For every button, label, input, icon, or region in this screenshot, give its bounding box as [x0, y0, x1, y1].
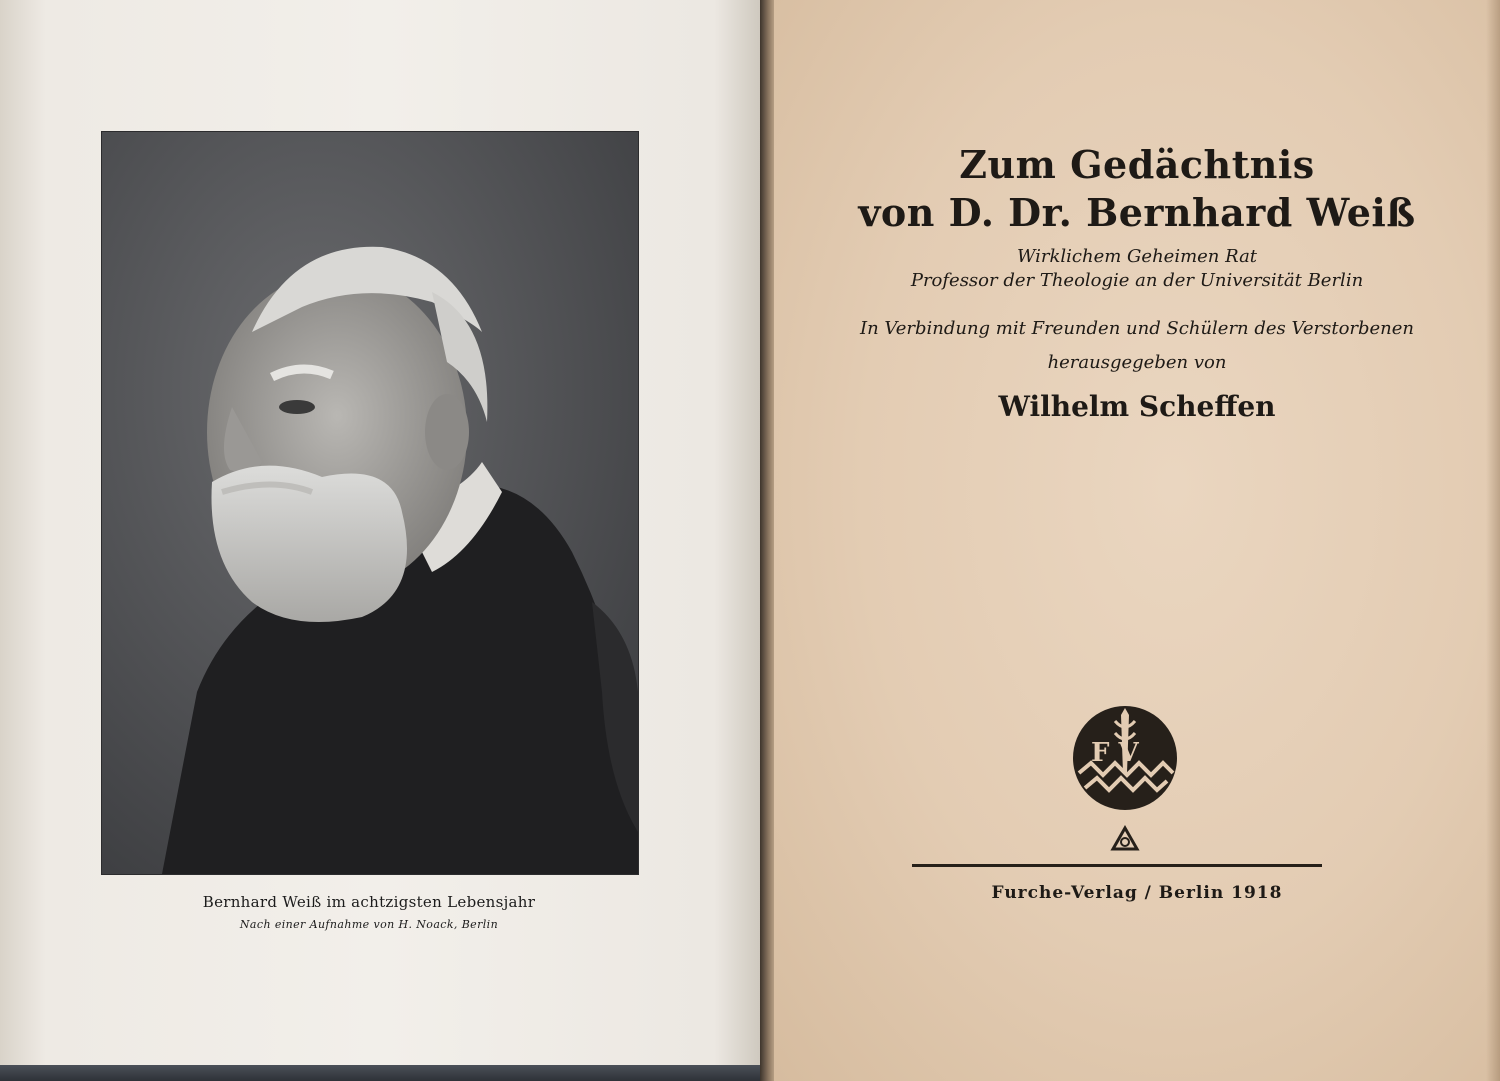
- book-title-line-1: Zum Gedächtnis: [959, 142, 1315, 187]
- portrait-caption: Bernhard Weiß im achtzigsten Lebensjahr: [202, 893, 536, 911]
- cover-edge: [0, 1065, 760, 1081]
- svg-text:F V: F V: [1091, 738, 1139, 768]
- imprint-rule: [912, 864, 1322, 867]
- book-title-line-2: von D. Dr. Bernhard Weiß: [858, 190, 1416, 235]
- portrait-image: [102, 132, 638, 874]
- portrait-photograph: [101, 131, 639, 875]
- photo-credit: Nach einer Aufnahme von H. Noack, Berlin: [239, 918, 499, 931]
- editor-prefix: herausgegeben von: [1047, 352, 1227, 373]
- subtitle-position: Professor der Theologie an der Universität Berlin: [910, 270, 1364, 291]
- cooperation-line: In Verbindung mit Freunden und Schülern des Verstorbenen: [859, 318, 1415, 339]
- subtitle-rank: Wirklichem Geheimen Rat: [1016, 246, 1258, 267]
- publisher-logo-icon: [1065, 703, 1185, 858]
- editor-name: Wilhelm Scheffen: [998, 390, 1276, 423]
- book-gutter: [760, 0, 774, 1081]
- publisher-imprint: Furche-Verlag / Berlin 1918: [991, 883, 1283, 903]
